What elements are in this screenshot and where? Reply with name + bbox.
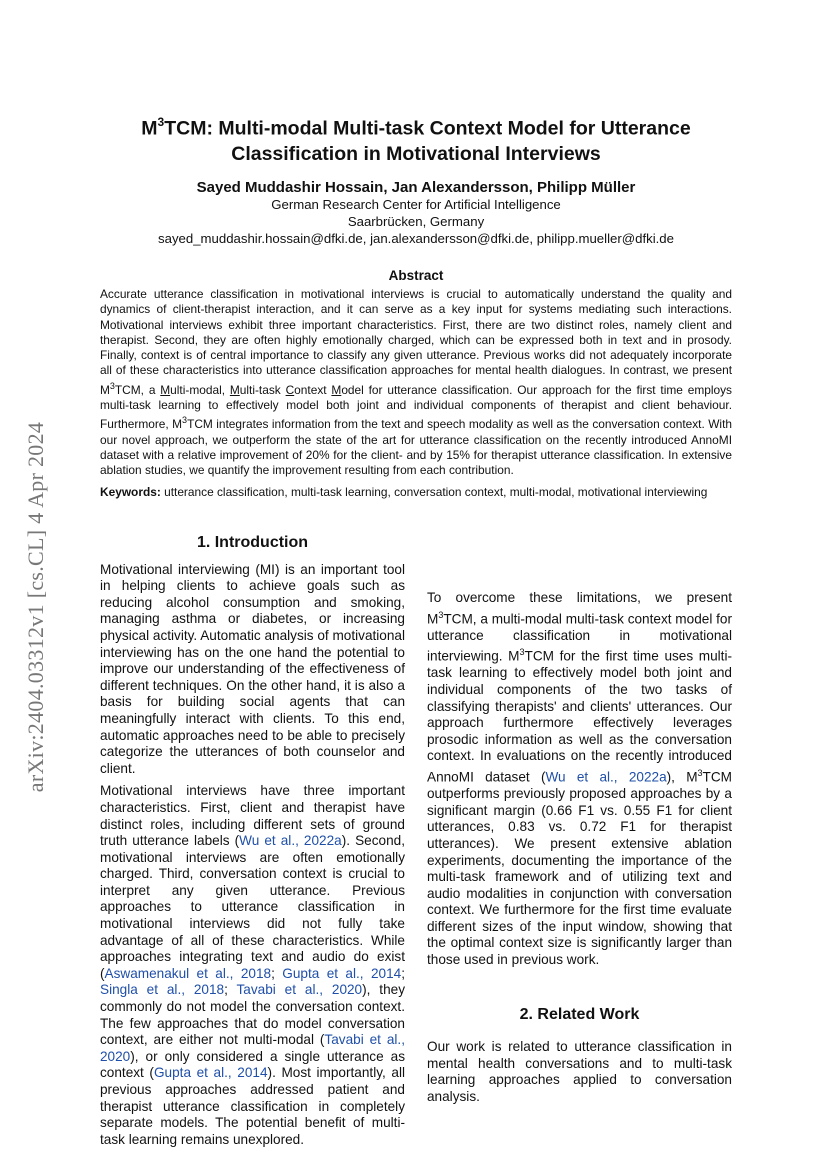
keywords-text: utterance classification, multi-task learning, conversation context, multi-modal, motivational interviewing: [160, 485, 708, 499]
section-heading-related-work: 2. Related Work: [519, 1005, 640, 1023]
citation-link[interactable]: Singla et al., 2018: [100, 982, 225, 998]
keywords-label: Keywords:: [100, 485, 161, 499]
title-superscript: 3: [157, 115, 165, 129]
intro-paragraph-3: To overcome these limitations, we present $M^3TCM$, a multi-modal multi-task context model for utterance classification in motivational interviewing. $M^3TCM$ for the first time uses multi-task learning to effectively model both joint and individual components of the two tasks of classifying therapists' and clients' utterances. Our approach furthermore effectively leverages prosodic information as well as the conversation context. In evaluations on the recently introduced AnnoMI dataset (Wu et al., 2022a), $M^3TCM$ outperforms previously proposed approaches by a significant margin (0.66 F1 vs. 0.55 F1 for client utterances, 0.83 vs. 0.72 F1 for therapist utterances). We present extensive ablation experiments, documenting the importance of the multi-task framework and of utilizing text and audio modalities in conjunction with conversation context. We furthermore for the first time evaluate different sizes of the input window, showing that the optimal context size is significantly larger than those used in previous work.: [427, 590, 733, 968]
arxiv-sidebar: [14, 370, 58, 845]
emails: sayed_muddashir.hossain@dfki.de, jan.alexandersson@dfki.de, philipp.mueller@dfki.de: [158, 231, 674, 246]
left-column: [100, 535, 405, 1154]
abstract-body: Accurate utterance classification in motivational interviews is crucial to automatically understand the quality and dynamics of client-therapist interaction, and it can serve as a key input for systems mediating such interactions. Motivational interviews exhibit three important characteristics. First, there are two distinct roles, namely client and therapist. Second, they are often highly emotionally charged, which can be expressed both in text and in prosody. Finally, context is of central importance to classify any given utterance. Previous works did not adequately incorporate all of these characteristics into utterance classification approaches for mental health dialogues. In contrast, we present $M^3TCM$, a Multi-modal, Multi-task Context Model for utterance classification. Our approach for the first time employs multi-task learning to effectively model both joint and individual components of therapist and client behaviour. Furthermore, $M^3TCM$ integrates information from the text and speech modality as well as the conversation context. With our novel approach, we outperform the state of the art for utterance classification on the recently introduced AnnoMI dataset with a relative improvement of 20% for the client- and by 15% for therapist utterance classification. In extensive ablation studies, we quantify the improvement resulting from each contribution.: [100, 287, 732, 478]
right-column: [427, 590, 732, 1112]
intro-paragraph-2: Motivational interviews have three important characteristics. First, client and therapist have distinct roles, including different sets of ground truth utterance labels (Wu et al., 2022a). Second, motivational interviews are often emotionally charged. Third, conversation context is crucial to interpret any given utterance. Previous approaches to utterance classification in motivational interviews did not fully take advantage of all of these characteristics. While approaches integrating text and audio do exist (Aswamenakul et al., 2018; Gupta et al., 2014; Singla et al., 2018; Tavabi et al., 2020), they commonly do not model the conversation context. The few approaches that do model conversation context, are either not multi-modal (Tavabi et al., 2020), or only considered a single utterance as context (Gupta et al., 2014). Most importantly, all previous approaches addressed patient and therapist utterance classification in completely separate models. The potential benefit of multi-task learning remains unexplored.: [100, 783, 405, 1147]
citation-link[interactable]: Aswamenakul et al., 2018: [104, 965, 272, 981]
title-m: M: [141, 117, 158, 140]
citation-link[interactable]: Gupta et al., 2014: [282, 965, 402, 981]
citation-link[interactable]: Gupta et al., 2014: [153, 1065, 268, 1081]
paper-title: [100, 111, 732, 167]
title-line2: Classification in Motivational Interviews: [231, 142, 601, 165]
citation-link[interactable]: Tavabi et al., 2020: [100, 1032, 405, 1064]
city: Saarbrücken, Germany: [347, 214, 485, 229]
intro-paragraph-1: Motivational interviewing (MI) is an important tool in helping clients to achieve goals such as reducing alcohol consumption and smoking, managing asthma or diabetes, or increasing physical activity. Automatic analysis of motivational interviewing has on the one hand the potential to improve our understanding of the effectiveness of different techniques. On the other hand, it is also a basis for building social agents that can meaningfully interact with clients. To this end, automatic approaches need to be able to precisely categorize the utterances of both counselor and client.: [100, 561, 405, 776]
institution: German Research Center for Artificial Intelligence: [271, 197, 561, 212]
arxiv-identifier: arXiv:2404.03312v1 [cs.CL] 4 Apr 2024: [23, 421, 48, 793]
keywords: [100, 485, 732, 500]
citation-link[interactable]: Tavabi et al., 2020: [236, 982, 363, 998]
citation-link[interactable]: Wu et al., 2022a: [545, 769, 667, 785]
affiliation-block: [100, 196, 732, 247]
related-paragraph-1: Our work is related to utterance classification in mental health conversations and to multi-task learning approaches applied to conversation analysis.: [427, 1039, 732, 1105]
citation-link[interactable]: Wu et al., 2022a: [239, 833, 342, 849]
abstract-heading: Abstract: [388, 268, 444, 283]
author-list: Sayed Muddashir Hossain, Jan Alexandersson, Philipp Müller: [196, 179, 636, 196]
title-line1: TCM: Multi-modal Multi-task Context Model for Utterance: [164, 117, 691, 140]
section-heading-introduction: 1. Introduction: [196, 534, 309, 551]
